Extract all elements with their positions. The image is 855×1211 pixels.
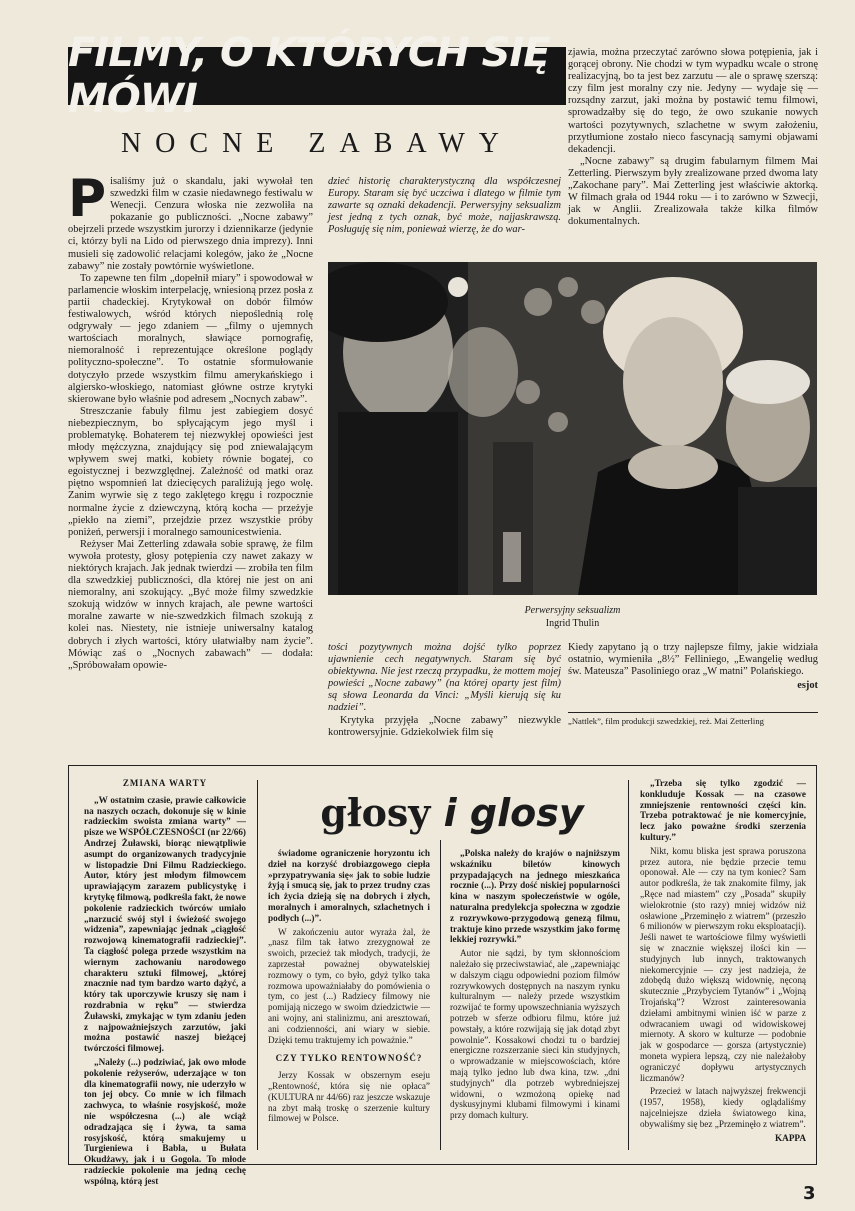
article-paragraph: tości pozytywnych można dojść tylko poprzez ujawnienie cech negatywnych. Staram się być obiektywna. Nie jest rzeczą przypadku, że mottem mojej powieści „Nocne zabawy” (na której oparty jest film) są słowa Leonarda da Vinci: „Myśli kierują się ku nadziei”. (328, 642, 561, 714)
glosy-paragraph: „Polska należy do krajów o najniższym wskaźniku biletów kinowych przypadających na jednego mieszkańca rocznie (...). Przy dość niskiej popularności kina w naszym społeczeństwie w ogóle, naturalna predylekcja społeczna w zgodzie z rozrywkowo-przygodową genezą filmu, traktuje kino przede wszystkim jako formę lekkiej rozrywki.” (450, 848, 620, 945)
column-divider (440, 840, 441, 1150)
glosy-title-a: głosy (320, 790, 431, 835)
article-column-4 (328, 642, 561, 739)
glosy-column-1 (84, 778, 246, 1189)
credit-divider (568, 712, 818, 713)
article-paragraph: Streszczanie fabuły filmu jest zabiegiem dosyć niebezpiecznym, bo spłycającym jego myśl i problematykę. Bohaterem tej niezwykłej opowieści jest młody mężczyzna, znajdujący się pod zniewalającym wpływem swej matki, kobiety równie bogatej, co egoistycznej i bezwzględnej. Zależność od matki oraz piętno wspomnień lat dziecięcych paraliżują jego wolę. Zanim wyrwie się z tego zaklętego kręgu i rozpocznie normalne życie z dziewczyną, którą kocha — przeżyje „piekło na ziemi”, przejdzie przez wszystkie próby poniżeń, perwersji i moralnego samounicestwienia. (68, 405, 313, 538)
article-signature: esjot (797, 680, 818, 692)
article-column-1 (68, 169, 313, 672)
glosy-heading: ZMIANA WARTY (122, 778, 208, 788)
glosy-paragraph: W zakończeniu autor wyraża żal, że „nasz film tak łatwo zrezygnował ze swoich, przecież tak młodych, tradycji, że zaprzestał poważnej obywatelskiej rozmowy o tym, co było, gdyż tylko taka rozmowa upoważniałaby do pomówienia o tym, co jest (...) Radziecy filmowy nie pomijają niczego w swoim dziedzictwie — ani wojny, ani stalinizmu, ani aresztowań, ani codzienności, ani wiary w siebie. Dzięki temu traktujemy ich poważnie.” (268, 926, 430, 1045)
glosy-title (302, 790, 602, 835)
glosy-paragraph: Przecież w latach najwyższej frekwencji (1957, 1958), kiedy oglądaliśmy najcelniejsze dzieła światowego kina, obywaliśmy się bez „Przeminęło z wiatrem”. (640, 1086, 806, 1129)
article-paragraph: Kiedy zapytano ją o trzy najlepsze filmy, jakie widziała ostatnio, wymieniła „8½” Felliniego, „Ewangelię według św. Mateusza” Pasoliniego oraz „W matni” Polańskiego. (568, 642, 818, 678)
photo-caption-title: Perwersyjny seksualizm (524, 605, 621, 616)
film-still-illustration (328, 262, 817, 595)
glosy-column-4 (640, 778, 806, 1146)
photo-caption-actor: Ingrid Thulin (545, 618, 600, 629)
article-paragraph: zjawia, można przeczytać zarówno słowa potępienia, jak i gorącej obrony. Nie chodzi w tym wypadku wcale o stronę realizacyjną, bo ta jest bez zarzutu — ale o sprawę szerszą: czy film jest moralny czy nie. Jedyny — wydaje się — rozsądny zarzut, jaki można by postawić temu filmowi, sprowadzałby się do tego, że owo szukanie nowych wartości pozytywnych, szlachetne w swym założeniu, przytłumione zostało nieco fascynacją samymi objawami dekadencji. (568, 47, 818, 155)
glosy-paragraph: „Należy (...) podziwiać, jak owo młode pokolenie reżyserów, uderzające w ton dla kinematografii nowy, nie uderzyło w ton jej obcy. Co mnie w ich filmach zachwyca, to właśnie rosyjskość, może nie współczesna (...) ale wciąż odradzająca się i żywa, ta sama rosyjskość, którą smakujemy u Turgieniewa i Babla, u Bułata Okudżawy, jak i u Gogola. To młode radzieckie pokolenie ma jedną cechę wspólną, którą jest (84, 1056, 246, 1186)
article-paragraph: Pisaliśmy już o skandalu, jaki wywołał ten szwedzki film w czasie niedawnego festiwalu w Wenecji. Cenzura włoska nie zezwoliła na pokazanie go publiczności. „Nocne zabawy” obejrzeli przede wszystkim jurorzy i dziennikarze (jedynie ci, którzy byli na Lido od pierwszego dnia imprezy). Inni musieli się zadowolić relacjami kolegów, jako że „Nocne zabawy” nie zostały powtórnie wyświetlone. (68, 169, 313, 272)
glosy-signature: KAPPA (775, 1132, 806, 1143)
column-divider (628, 780, 629, 1150)
article-title: NOCNE ZABAWY (120, 128, 514, 159)
article-column-3 (568, 47, 818, 228)
glosy-paragraph: Jerzy Kossak w obszernym eseju „Rentowność, która się nie opłaca” (KULTURA nr 44/66) raz jeszcze wskazuje na zbyt małą troskę o szerzenie kultury filmowej w Polsce. (268, 1070, 430, 1124)
article-paragraph: To zapewne ten film „dopełnił miary” i spowodował w parlamencie włoskim interpelację, wniesioną przez posła z partii chadeckiej. Krytykował on dobór filmów festiwalowych, wśród których niepoślednią rolę odgrywały — jego zdaniem — „filmy o ujemnych wartościach moralnych, sławiące pornografię, niemoralność i reprezentujące określone poglądy polityczno-społeczne”. To ostatnie sformułowanie dotyczyło przede wszystkim filmu amerykańskiego i algiersko-włoskiego, natomiast główne ostrze krytyki skierowane było właśnie pod adresem „Nocnych zabaw”. (68, 272, 313, 405)
film-credit: „Nattlek”, film produkcji szwedzkiej, reż. Mai Zetterling (568, 716, 764, 726)
glosy-column-3 (450, 848, 620, 1124)
glosy-paragraph: „W ostatnim czasie, prawie całkowicie na naszych oczach, dokonuje się w kinie radzieckim swoista zmiana warty” — pisze we WSPÓŁCZESNOŚCI (nr 22/66) Andrzej Żuławski, biorąc niewątpliwie asumpt do organizowanych tradycyjnie w listopadzie Dni Filmu Radzieckiego. Autor, który jest młodym filmowcem uprawiającym zarazem publicystykę i krytykę filmową, podkreśla fakt, że nowe pokolenie radzieckich twórców umiało „narzucić swój styl i świeżość swojego widzenia”, zapewniając jednak „ciągłość rozwojową kinematografii radzieckiej”. Ta ciągłość polega przede wszystkim na wiernym zachowaniu narodowego charakteru sztuki filmowej, „której znacznie nad tym bardzo warto dążyć, a który tak uporczywie kruszy się nam i rozdrabnia w ręku” — stwierdza Żuławski, zmykając w tym zdaniu jeden z najpoważniejszych zarzutów, jaki można postawić naszej bieżącej twórczości filmowej. (84, 794, 246, 1054)
glosy-title-b: i (443, 791, 457, 835)
section-banner (68, 30, 566, 122)
glosy-paragraph: „Trzeba się tylko zgodzić — konkluduje Kossak — na czasowe zmniejszenie rentowności części kin. Trzeba potraktować je nie komercyjnie, lecz jako poważne środki szerzenia kultury.” (640, 778, 806, 842)
article-paragraph: Krytyka przyjęła „Nocne zabawy” niezwykle kontrowersyjnie. Gdziekolwiek film się (328, 714, 561, 738)
drop-cap: P (68, 169, 107, 229)
glosy-paragraph: Nikt, komu bliska jest sprawa poruszona przez autora, nie będzie przecie temu oponował. Ale — czy na tym koniec? Sam autor podkreśla, że tak znakomite filmy, jak „Ręce nad miastem” czy „Posada” skupiły wielokrotnie (sto razy) mniej widzów niż osławione „Przeminęło z wiatrem” (przeszło 6 milionów w pierwszym roku eksploatacji). Jeśli nawet te wartościowe filmy wyświetli się w znacznie większej ilości kin — studyjnych lub innych, traktowanych niekomercyjnie — czy jest nadzieja, że zdobędą dużo większą widownię, nęconą skutecznie „Przybyciem Tytanów” i „Wojną Trojańską”? Wzrost zainteresowania dziełami ambitnymi winien iść w parze z odwracaniem uwagi od widowiskowej miernoty. A skoro w kulturze — podobnie jak w gospodarce — gorsza (artystycznie) moneta wypiera lepszą, czy nie należałoby ograniczyć dopływu artystycznych liczmanów? (640, 845, 806, 1083)
photo-caption (328, 604, 817, 630)
article-paragraph: dzieć historię charakterystyczną dla współczesnej Europy. Staram się być uczciwa i dlatego w filmie tym zawarte są oznaki dekadencji. Perwersyjny seksualizm jest jedną z tych oznak, być może, najjaskrawszą. Posługuję się nim, ponieważ wierzę, że do war- (328, 176, 561, 236)
glosy-paragraph: świadome ograniczenie horyzontu ich dzieł na korzyść drobiazgowego ciepła »przypatrywania się« jak to sobie ludzie żyją i smucą się, jak to przez trudny czas ich życia dzieją się na dobrych i złych, moralnych i amoralnych, szlachetnych i podłych (...)”. (268, 848, 430, 923)
article-paragraph: Reżyser Mai Zetterling zdawała sobie sprawę, że film wywoła protesty, głosy potępienia czy nawet zakazy w niektórych krajach. Jak jednak twierdzi — zrobiła ten film dla szwedzkiej publiczności, dla której nie jest on ani niemoralny, ani szokujący. „Być może filmy szwedzkie szokują widzów w innych krajach, ale pewne wartości moralne zawarte w nie-szwedzkich filmach szokują z kolei nas. Niestety, nie istnieje uniwersalny katalog dobrych i złych wartości, który ułatwiałby nam życie”. Mówiąc zaś o „Nocnych zabawach” — dodała: „Spróbowałam opowie- (68, 538, 313, 671)
article-column-2 (328, 176, 561, 236)
article-paragraph: „Nocne zabawy” są drugim fabularnym filmem Mai Zetterling. Pierwszym były zrealizowane przed dwoma laty „Zakochane pary”. Mai Zetterling jest właściwie aktorką. W filmach grała od 1944 roku — i to zarówno w Szwecji, jak w Anglii. Zrealizowała także kilka filmów dokumentalnych. (568, 155, 818, 228)
glosy-heading: CZY TYLKO RENTOWNOŚĆ? (275, 1053, 423, 1064)
article-column-5 (568, 642, 818, 692)
page-number: 3 (803, 1183, 816, 1204)
glosy-paragraph: Autor nie sądzi, by tym skłonnościom należało się przeciwstawiać, ale „zapewniając w dalszym ciągu odpowiedni poziom filmów rozrywkowych dostępnych na naszym rynku kulturalnym — należy przede wszystkim rozwijać te formy upowszechniania wyższych potrzeb w sferze odbioru filmu, które już powstały, a które rozwijają się jak dotąd zbyt powolnie”. Kossakowi chodzi tu o bardziej energiczne rozszerzanie sieci kin studyjnych, o wprowadzanie w miejscowościach, które mają tylko jedno lub dwa kina, tzw. „dni studyjnych” dla potrzeb wybredniejszej widowni, o wzmożoną opiekę nad dyskusyjnymi klubami filmowymi i kinami przy domach kultury. (450, 948, 620, 1121)
section-banner-text: FILMY, O KTÓRYCH SIĘ MÓWI (68, 30, 550, 122)
glosy-title-c: glosy (469, 791, 584, 835)
film-still-photo (328, 262, 817, 595)
glosy-column-2 (268, 848, 430, 1127)
column-divider (257, 780, 258, 1150)
